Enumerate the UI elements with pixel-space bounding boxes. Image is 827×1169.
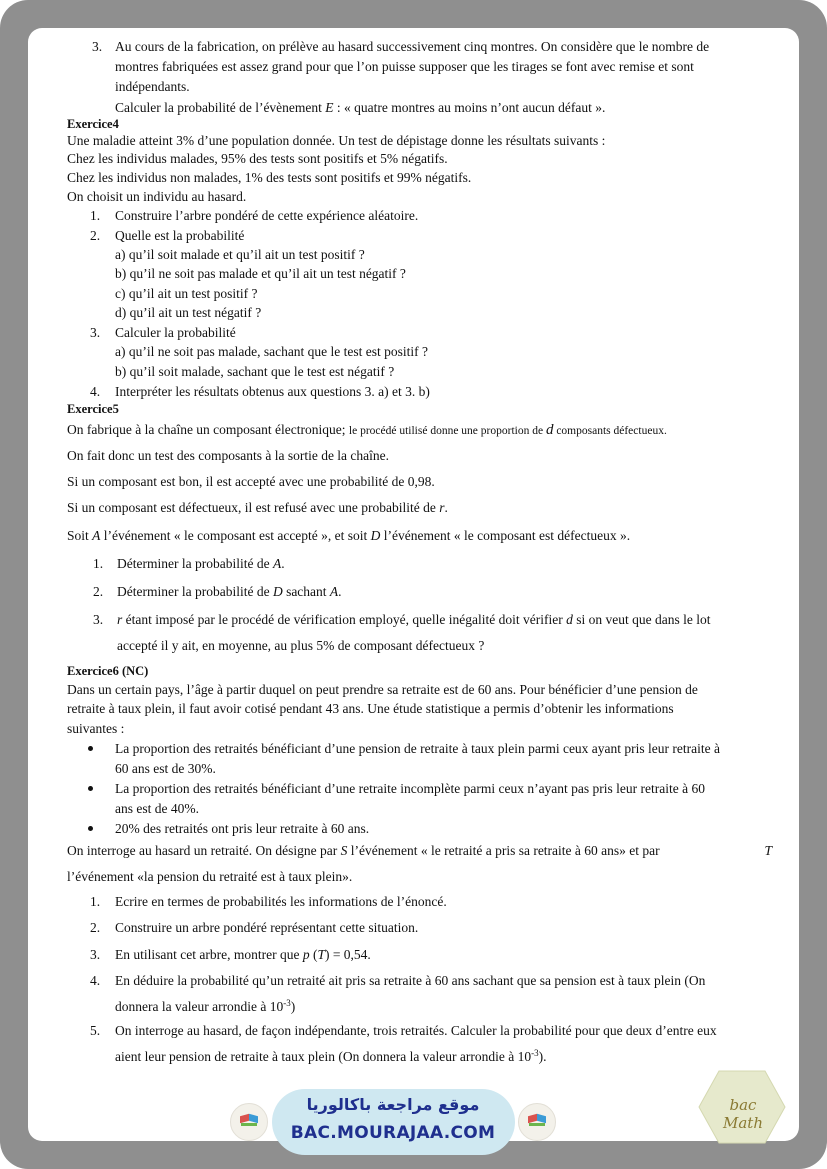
exercise6-question4-line2: donnera la valeur arrondie à $10^{-3}$)	[115, 998, 296, 1014]
exercise6-question2: Construire un arbre pondéré représentant cette situation.	[115, 920, 419, 935]
exercise6-question4-line1: En déduire la probabilité qu’un retraité ait pris sa retraite à 60 ans sachant que sa pension est à taux plein (On	[115, 973, 706, 988]
list-number: 3.	[90, 325, 101, 340]
list-number: 2.	[93, 584, 104, 599]
exercise6-bullet1-line2: 60 ans est de 30%.	[115, 761, 216, 776]
exercise6-p4-part1: On interroge au hasard un retraité. On désigne par S l’événement « le retraité a pris sa retraite à 60 ans» et par	[67, 843, 660, 858]
exercise6-title: Exercice6 (NC)	[67, 664, 149, 678]
bullet-icon	[88, 826, 93, 831]
exercise5-paragraph: On fabrique à la chaîne un composant électronique; le procédé utilisé donne une proportion de d composants défectueux.	[67, 422, 667, 438]
exercise6-paragraph: suivantes :	[67, 721, 125, 736]
list-number: 2.	[90, 228, 101, 243]
list-number: 3.	[93, 612, 104, 627]
exercise6-question3: En utilisant cet arbre, montrer que p (T) = 0,54.	[115, 947, 371, 962]
exercise4-title: Exercice4	[67, 117, 119, 131]
site-banner-url[interactable]: BAC.MOURAJAA.COM	[290, 1123, 496, 1143]
exercise6-bullet2-line2: ans est de 40%.	[115, 801, 199, 816]
list-number: 4.	[90, 384, 101, 399]
exercise6-question5-line2: aient leur pension de retraite à taux plein (On donnera la valeur arrondie à $10^{-3}$).	[115, 1048, 547, 1064]
exercise4-paragraph: On choisit un individu au hasard.	[67, 189, 247, 204]
exercise3-question3-line3: indépendants.	[115, 79, 190, 94]
exercise4-paragraph: Une maladie atteint 3% d’une population donnée. Un test de dépistage donne les résultats suivants :	[67, 133, 606, 148]
list-number: 5.	[90, 1023, 101, 1038]
exercise5-paragraph: Si un composant est bon, il est accepté avec une probabilité de 0,98.	[67, 474, 435, 489]
exercise5-paragraph: On fait donc un test des composants à la sortie de la chaîne.	[67, 448, 390, 463]
exercise4-question3-item: b) qu’il soit malade, sachant que le test est négatif ?	[115, 364, 395, 379]
exercise3-question3-line1: Au cours de la fabrication, on prélève au hasard successivement cinq montres. On considère que le nombre de	[115, 39, 710, 54]
exercise5-title: Exercice5	[67, 402, 119, 416]
exercise6-paragraph: retraite à taux plein, il faut avoir cotisé pendant 43 ans. Une étude statistique a permis d’obtenir les informations	[67, 701, 674, 716]
exercise4-question2-item: a) qu’il soit malade et qu’il ait un test positif ?	[115, 247, 365, 262]
list-number: 2.	[90, 920, 101, 935]
exercise4-paragraph: Chez les individus malades, 95% des tests sont positifs et 5% négatifs.	[67, 151, 448, 166]
exercise5-question2: Déterminer la probabilité de D sachant A.	[117, 584, 342, 599]
exercise4-question2-item: c) qu’il ait un test positif ?	[115, 286, 258, 301]
exercise5-paragraph: Si un composant est défectueux, il est refusé avec une probabilité de r.	[67, 500, 448, 515]
exercise5-question1: Déterminer la probabilité de A.	[117, 556, 285, 571]
bac-math-badge-label: bac Math	[723, 1096, 763, 1132]
exercise6-paragraph	[67, 842, 772, 859]
exercise5-paragraph: Soit A l’événement « le composant est accepté », et soit D l’événement « le composant est défectueux ».	[67, 528, 631, 543]
exercise5-question3-line2: accepté il y ait, en moyenne, au plus 5% de composant défectueux ?	[117, 638, 485, 653]
list-number: 1.	[93, 556, 104, 571]
exercise3-question3-line2: montres fabriquées est assez grand pour que l’on puisse supposer que les tirages se font avec remise et sont	[115, 59, 694, 74]
exercise4-question2-item: b) qu’il ne soit pas malade et qu’il ait un test négatif ?	[115, 266, 406, 281]
list-number: 1.	[90, 894, 101, 909]
exercise4-question4: Interpréter les résultats obtenus aux questions 3. a) et 3. b)	[115, 384, 430, 399]
books-logo-icon	[230, 1103, 268, 1141]
list-number: 3.	[92, 39, 103, 54]
site-banner-arabic[interactable]: موقع مراجعة باكالوريا	[306, 1095, 480, 1114]
exercise5-question3-line1: r étant imposé par le procédé de vérification employé, quelle inégalité doit vérifier d si on veut que dans le lot	[117, 612, 711, 627]
exercise4-question2: Quelle est la probabilité	[115, 228, 245, 243]
exercise4-question2-item: d) qu’il ait un test négatif ?	[115, 305, 262, 320]
exercise6-bullet2-line1: La proportion des retraités bénéficiant d’une retraite incomplète parmi ceux n’ayant pas pris leur retraite à 60	[115, 781, 705, 796]
exercise6-p4-var-t: T	[764, 843, 772, 858]
exercise3-question3-line4: Calculer la probabilité de l’évènement E : « quatre montres au moins n’ont aucun défaut ».	[115, 100, 606, 115]
exercise4-paragraph: Chez les individus non malades, 1% des tests sont positifs et 99% négatifs.	[67, 170, 472, 185]
list-number: 4.	[90, 973, 101, 988]
books-logo-icon	[518, 1103, 556, 1141]
bullet-icon	[88, 746, 93, 751]
exercise6-bullet1-line1: La proportion des retraités bénéficiant d’une pension de retraite à taux plein parmi ceux ayant pris leur retraite à	[115, 741, 720, 756]
list-number: 3.	[90, 947, 101, 962]
exercise4-question3-item: a) qu’il ne soit pas malade, sachant que le test est positif ?	[115, 344, 429, 359]
exercise6-paragraph: Dans un certain pays, l’âge à partir duquel on peut prendre sa retraite est de 60 ans. Pour bénéficier d’une pension de	[67, 682, 698, 697]
exercise6-paragraph: l’événement «la pension du retraité est à taux plein».	[67, 869, 353, 884]
exercise6-question5-line1: On interroge au hasard, de façon indépendante, trois retraités. Calculer la probabilité pour que deux d’entre eux	[115, 1023, 717, 1038]
exercise4-question3: Calculer la probabilité	[115, 325, 236, 340]
exercise6-bullet3: 20% des retraités ont pris leur retraite à 60 ans.	[115, 821, 370, 836]
exercise4-question1: Construire l’arbre pondéré de cette expérience aléatoire.	[115, 208, 419, 223]
exercise6-question1: Ecrire en termes de probabilités les informations de l’énoncé.	[115, 894, 447, 909]
list-number: 1.	[90, 208, 101, 223]
bullet-icon	[88, 786, 93, 791]
